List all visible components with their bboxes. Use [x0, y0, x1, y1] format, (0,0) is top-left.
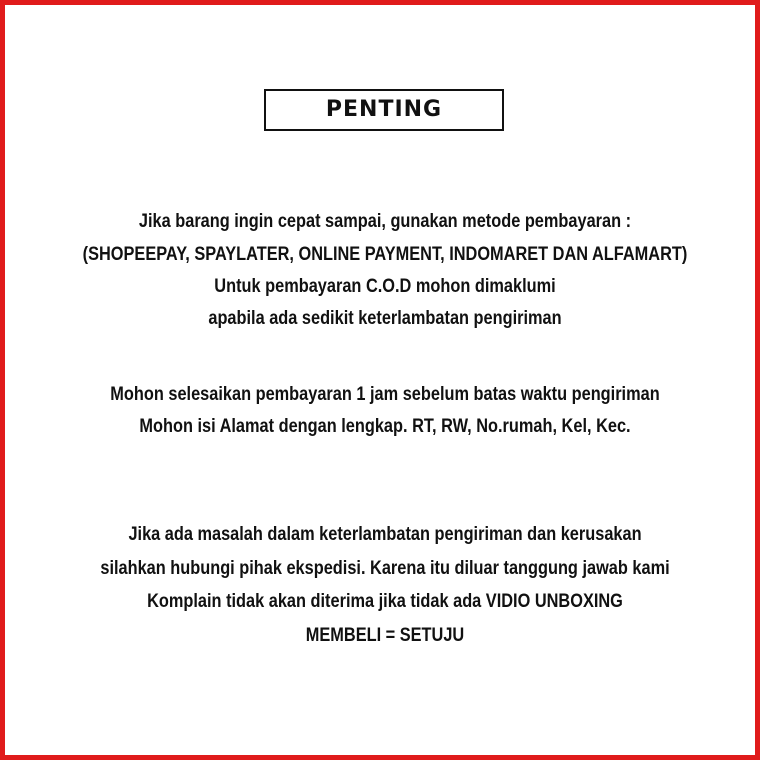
- title-box: [264, 89, 504, 131]
- paragraph-3-line-2: silahkan hubungi pihak ekspedisi. Karena itu diluar tanggung jawab kami: [100, 558, 670, 579]
- paragraph-3-line-3: Komplain tidak akan diterima jika tidak ada VIDIO UNBOXING: [147, 591, 623, 612]
- paragraph-2-line-1: Mohon selesaikan pembayaran 1 jam sebelum batas waktu pengiriman: [110, 384, 660, 405]
- paragraph-3-line-4: MEMBELI = SETUJU: [305, 625, 465, 646]
- paragraph-2-line-2: Mohon isi Alamat dengan lengkap. RT, RW, No.rumah, Kel, Kec.: [139, 416, 631, 437]
- paragraph-1-line-1: Jika barang ingin cepat sampai, gunakan metode pembayaran :: [138, 211, 632, 232]
- notice-title: PENTING: [325, 97, 443, 122]
- paragraph-3-line-1: Jika ada masalah dalam keterlambatan pengiriman dan kerusakan: [128, 524, 642, 545]
- paragraph-1-line-4: apabila ada sedikit keterlambatan pengiriman: [208, 308, 562, 329]
- paragraph-1-line-3: Untuk pembayaran C.O.D mohon dimaklumi: [214, 276, 556, 297]
- paragraph-1-line-2: (SHOPEEPAY, SPAYLATER, ONLINE PAYMENT, INDOMARET DAN ALFAMART): [82, 244, 688, 265]
